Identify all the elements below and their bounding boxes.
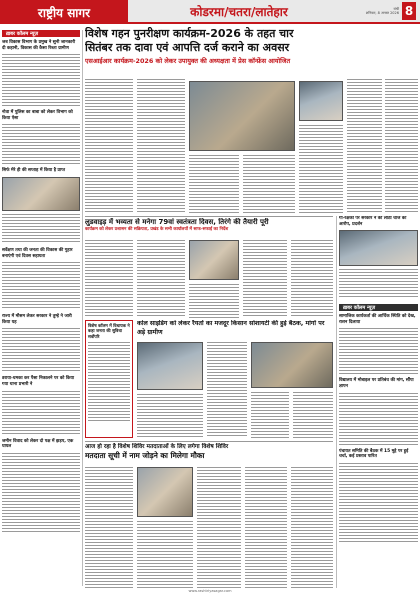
lead-body-col-1 xyxy=(85,79,133,214)
left-story-1-headline[interactable]: जब विकास विभाग के प्रमुख ने सुनी जानकारी दी कहानी, विकास की कैसा रिश्ता ग्रामीण xyxy=(2,40,76,51)
right-column xyxy=(339,216,418,588)
left-story-6-headline[interactable]: डराया-धमका कर पैसा निकालने पर को किया गया थाना प्रभारी ने xyxy=(2,376,75,387)
masthead xyxy=(0,0,420,24)
boxed-story xyxy=(85,320,133,438)
boxed-story-body xyxy=(88,342,130,422)
right-column-divider xyxy=(336,216,337,588)
boxed-story-headline[interactable]: विशेष कॉलम में विधायक ने कहा जनता की सुविधा सर्वोपरि xyxy=(88,323,130,339)
left-story-1-body xyxy=(2,54,80,106)
mid-subline[interactable]: कार्यक्रम को लेकर प्रशासन की सक्रियता, प्रखंड के सभी कार्यालयों में साफ-सफाई का निर्देश xyxy=(85,227,229,232)
left-story-5-headline[interactable]: राज्य में मौसम लेकर सरकार ने तुम्हे ने जारी किया यह xyxy=(2,314,72,325)
bottom-headline-line-2[interactable]: मतदाता सूची में नाम जोड़ने का मिलेगा मौका xyxy=(85,451,205,460)
footer-web[interactable]: www.rashtriyasagar.com xyxy=(188,589,232,593)
left-story-3-headline[interactable]: सिर्फ मेरे ही की सप्ताह में किया है प्राप्त xyxy=(2,168,66,174)
lead-body-col-2 xyxy=(137,79,185,214)
lead-body-col-3 xyxy=(189,155,239,214)
lead-body-col-5 xyxy=(299,125,343,214)
bottom-body-col-1 xyxy=(85,467,133,588)
right-story-3-headline[interactable]: विद्यालय में मोबाइल पर प्रतिबंध की मांग, सौंपा ज्ञापन xyxy=(339,378,414,389)
lead-photo-meeting xyxy=(189,81,295,151)
lead-body-col-6 xyxy=(347,79,382,214)
brand-logo: राष्ट्रीय सागर xyxy=(0,0,128,24)
mid-body-col-2 xyxy=(137,240,185,318)
section-title: कोडरमा/चतरा/लातेहार xyxy=(190,4,288,19)
feature-body-col-2 xyxy=(207,342,247,438)
left-story-2-headline[interactable]: नोवा में पुलिस का बाबा को लेकर विभाग को किया ऐसा xyxy=(2,110,73,121)
bottom-body-col-5 xyxy=(291,467,333,588)
left-story-7-headline[interactable]: जमीन विवाद को लेकर दो पक्ष में झड़प, एक घायल xyxy=(2,438,74,450)
feature-photo-2 xyxy=(251,342,333,388)
feature-body-col-1 xyxy=(137,394,203,438)
left-story-3-photo xyxy=(2,177,80,211)
bottom-body-col-2 xyxy=(137,521,193,588)
right-story-1-body xyxy=(339,269,418,299)
feature-photo xyxy=(137,342,203,390)
mid-story xyxy=(85,218,333,238)
right-story-4-headline[interactable]: पंचायत समिति की बैठक में 15 मुद्दे पर हुई चर्चा, कई प्रस्ताव पारित xyxy=(339,448,409,460)
bottom-photo xyxy=(137,467,193,517)
section-bar xyxy=(128,0,350,24)
bottom-rule xyxy=(85,441,333,442)
lead-body-col-7 xyxy=(385,79,418,214)
column-divider xyxy=(82,30,83,586)
page-number: 8 xyxy=(402,2,416,20)
lead-subhead[interactable]: एसआईआर कार्यक्रम-2026 को लेकर उपायुक्त की अध्यक्षता में प्रेस कॉन्फ्रेंस आयोजित xyxy=(85,57,291,65)
feature-body-col-4 xyxy=(293,392,333,438)
left-story-7-body xyxy=(2,453,80,533)
feature-body xyxy=(137,342,333,438)
lead-body-col-4 xyxy=(243,155,295,214)
left-story-4-body xyxy=(2,262,80,310)
left-story-4-headline[interactable]: सर्वेक्षण तथा की जनता की विकास की गुहार बनाएंगी एवं दिवस सहायता xyxy=(2,247,73,259)
lead-bottom-rule xyxy=(85,216,333,217)
left-story-2-body xyxy=(2,124,80,164)
right-story-4-body xyxy=(339,463,418,543)
mid-body-col-4 xyxy=(243,240,287,318)
lead-story xyxy=(85,27,418,77)
date-block xyxy=(350,0,420,24)
mid-headline[interactable]: लुडवाइड़ में भव्यता से मनेगा 79वां स्वतंत्रता दिवस, तिरंगे की तैयारी पूरी xyxy=(85,218,269,226)
bottom-story xyxy=(85,443,333,465)
right-story-2-body xyxy=(339,328,418,374)
right-story-3-body xyxy=(339,393,418,445)
lead-photo-side xyxy=(299,81,343,121)
right-column-band: ख़बर कॉलम न्यूज़ xyxy=(339,304,418,311)
right-story-1-photo xyxy=(339,230,418,266)
right-story-2-headline[interactable]: सामाजिक कार्यकर्ता की आर्थिक स्थिति को देख, राशन दिलाया xyxy=(339,314,416,325)
lead-headline-line-2[interactable]: सितंबर तक दावा एवं आपत्ति दर्ज कराने का अवसर xyxy=(85,41,290,54)
bottom-body-col-3 xyxy=(197,467,241,588)
left-story-6-body xyxy=(2,391,80,435)
mid-body-col-1 xyxy=(85,240,133,318)
mid-body xyxy=(85,240,333,318)
mid-photo xyxy=(189,240,239,280)
feature-body-col-3 xyxy=(251,392,289,438)
lead-body xyxy=(85,79,418,214)
feature-story xyxy=(137,320,333,340)
mid-body-col-5 xyxy=(291,240,333,318)
bottom-body xyxy=(85,467,333,588)
bottom-headline-line-1[interactable]: आज हो रहा है विशेष शिविर मतदाताओं के लिए लगेगा विशेष शिविर xyxy=(85,444,229,450)
issue-date: रांची शनिवार, 8 अगस्त 2026 xyxy=(365,6,399,15)
bottom-body-col-4 xyxy=(245,467,287,588)
right-story-1-headline[interactable]: गौ-रक्षकों पर सरकार ने की लाठी चार्ज का आरोप, प्रदर्शन xyxy=(339,216,407,227)
feature-headline[interactable]: कोल साइडिंग को लेकर रैयतों का मजदूर किसान सोशायटी की हुई बैठक, मांगों पर अड़े ग्रामीण xyxy=(137,320,325,336)
left-story-3-body xyxy=(2,214,80,244)
mid-body-col-3 xyxy=(189,284,239,318)
left-column xyxy=(2,30,80,588)
lead-headline-line-1[interactable]: विशेष गहन पुनरीक्षण कार्यक्रम-2026 के तहत चार xyxy=(85,27,294,40)
left-column-band: ख़बर कॉलम न्यूज़ xyxy=(2,30,80,37)
left-story-5-body xyxy=(2,328,80,372)
